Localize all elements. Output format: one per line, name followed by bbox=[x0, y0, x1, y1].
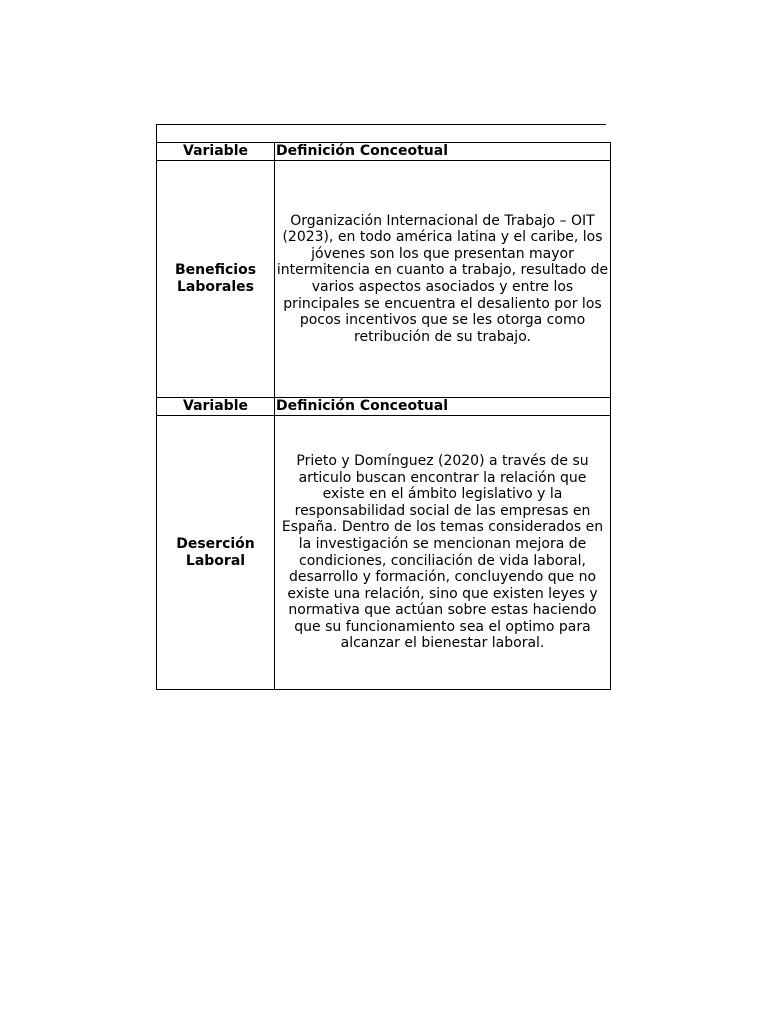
header-definition: Definición Conceotual bbox=[275, 398, 611, 416]
table-header-row bbox=[157, 143, 611, 161]
table-row bbox=[157, 416, 611, 690]
definition-text: Organización Internacional de Trabajo – OIT (2023), en todo américa latina y el caribe, los jóvenes son los que presentan mayor intermitencia en cuanto a trabajo, resultado de varios aspectos asociados y entre los principales se encuentra el desaliento por los pocos incentivos que se les otorga como retribución de su trabajo. bbox=[275, 161, 611, 398]
variable-label: Deserción Laboral bbox=[157, 416, 275, 690]
variables-table bbox=[156, 124, 609, 690]
variable-label: Beneficios Laborales bbox=[157, 161, 275, 398]
header-variable: Variable bbox=[157, 143, 275, 161]
table-top-border bbox=[156, 124, 606, 142]
header-variable: Variable bbox=[157, 398, 275, 416]
header-definition: Definición Conceotual bbox=[275, 143, 611, 161]
table-header-row bbox=[157, 398, 611, 416]
definition-text: Prieto y Domínguez (2020) a través de su articulo buscan encontrar la relación que existe en el ámbito legislativo y la responsabilidad social de las empresas en España. Dentro de los temas considerados en la investigación se mencionan mejora de condiciones, conciliación de vida laboral, desarrollo y formación, concluyendo que no existe una relación, sino que existen leyes y normativa que actúan sobre estas haciendo que su funcionamiento sea el optimo para alcanzar el bienestar laboral. bbox=[275, 416, 611, 690]
definition-table bbox=[156, 142, 611, 690]
table-row bbox=[157, 161, 611, 398]
